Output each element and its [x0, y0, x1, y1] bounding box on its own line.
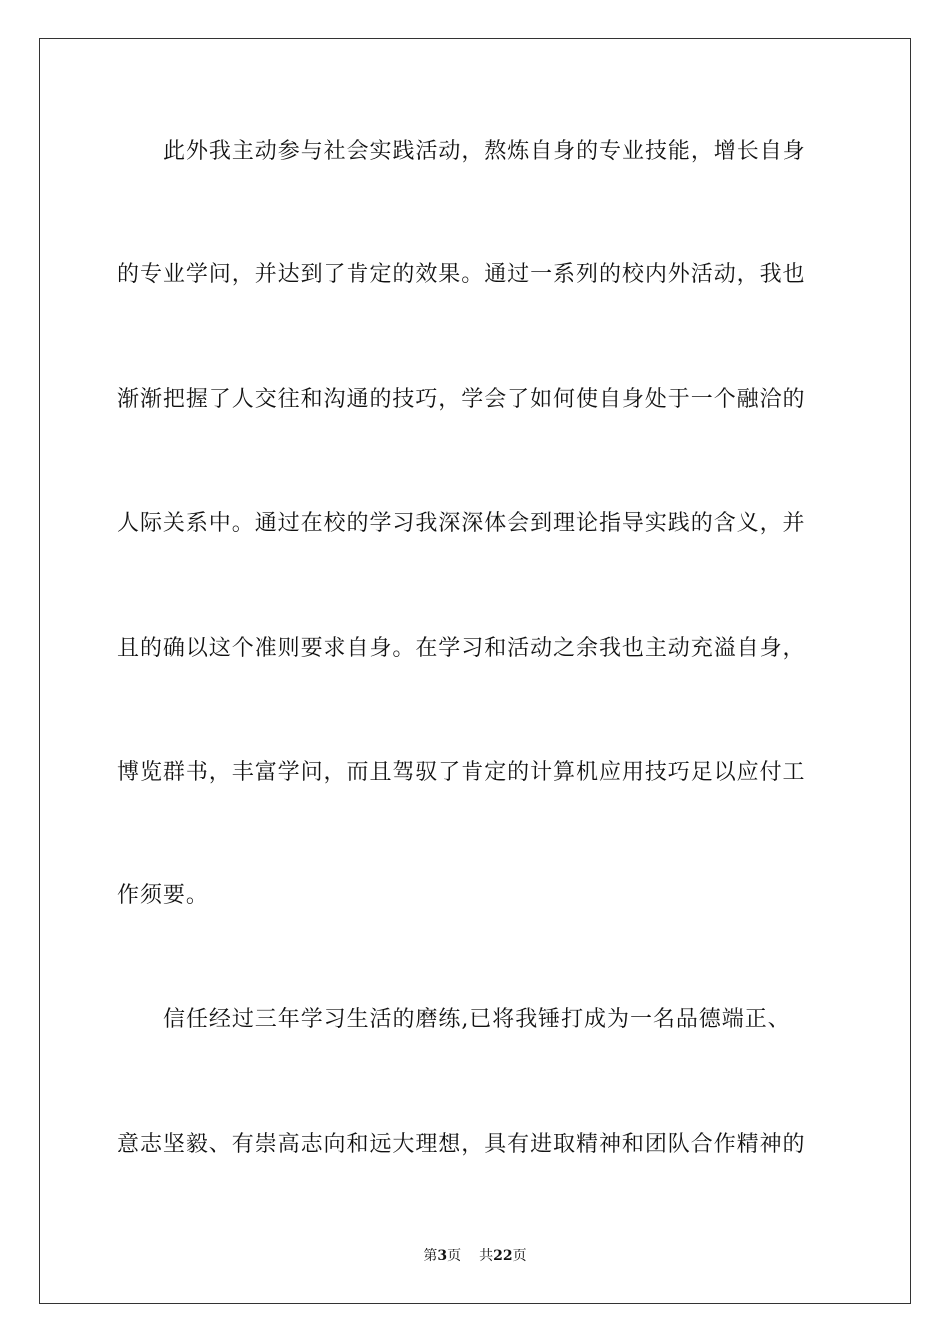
paragraph-1-line-2: 的专业学问，并达到了肯定的效果。通过一系列的校内外活动，我也	[117, 262, 806, 287]
paragraph-1-line-6: 博览群书，丰富学问，而且驾驭了肯定的计算机应用技巧足以应付工	[117, 760, 806, 785]
total-pages: 22	[493, 1248, 513, 1264]
paragraph-2-line-1: 信任经过三年学习生活的磨练,已将我锤打成为一名品德端正、	[163, 1007, 791, 1032]
paragraph-2-line-2: 意志坚毅、有崇高志向和远大理想，具有进取精神和团队合作精神的	[117, 1132, 806, 1157]
page-suffix: 页	[447, 1248, 462, 1264]
paragraph-1-line-3: 渐渐把握了人交往和沟通的技巧，学会了如何使自身处于一个融洽的	[117, 387, 806, 412]
total-suffix: 页	[512, 1248, 527, 1264]
paragraph-1-line-7: 作须要。	[117, 883, 209, 908]
paragraph-1-line-5: 且的确以这个准则要求自身。在学习和活动之余我也主动充溢自身，	[117, 636, 806, 661]
paragraph-1-line-1: 此外我主动参与社会实践活动，熬炼自身的专业技能，增长自身	[163, 139, 806, 164]
paragraph-1-line-4: 人际关系中。通过在校的学习我深深体会到理论指导实践的含义，并	[117, 511, 806, 536]
page-frame	[39, 38, 911, 1304]
page-current: 3	[437, 1248, 448, 1264]
page-footer	[0, 1247, 950, 1265]
page-prefix: 第	[423, 1248, 438, 1264]
total-prefix: 共	[479, 1248, 494, 1264]
